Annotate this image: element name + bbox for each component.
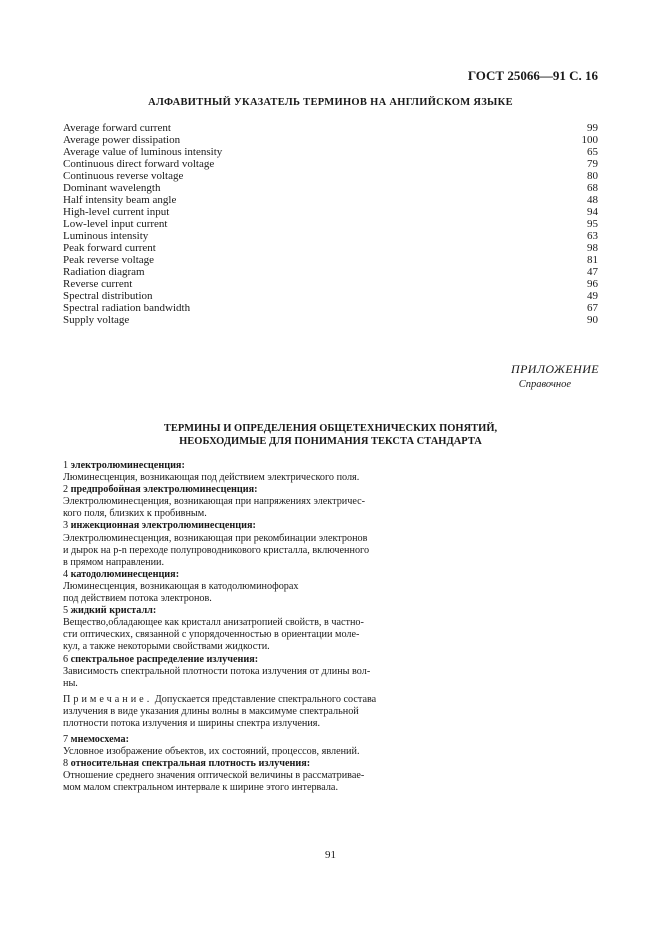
index-page: 49: [587, 290, 598, 302]
index-row: [63, 134, 598, 146]
index-term: High-level current input: [63, 206, 170, 218]
note-label: Примечание.: [63, 693, 153, 705]
index-page: 65: [587, 146, 598, 158]
index-term: Luminous intensity: [63, 230, 149, 242]
definition-text: Вещество,обладающее как кристалл анизатропией свойств, в частно-: [63, 617, 364, 629]
index-page: 81: [587, 254, 598, 266]
definition-text: ны.: [63, 677, 78, 689]
note-line: [63, 694, 408, 706]
note-text: плотности потока излучения и ширины спектра излучения.: [63, 717, 321, 729]
index-page: 47: [587, 266, 598, 278]
index-row: [63, 254, 598, 266]
definition-number: 1: [63, 460, 69, 471]
index-term: Spectral radiation bandwidth: [63, 302, 191, 314]
definition-text: в прямом направлении.: [63, 556, 165, 568]
english-terms-index: [63, 122, 598, 326]
definition-term: относительная спектральная плотность излучения:: [70, 758, 311, 770]
definition-term: предпробойная электролюминесценция:: [70, 484, 258, 496]
annex-label: ПРИЛОЖЕНИЕ: [511, 362, 599, 376]
index-row: [63, 194, 598, 206]
note-text: Допускается представление спектрального состава: [154, 693, 377, 705]
definition-term: электролюминесценция:: [70, 460, 185, 471]
page-number: 91: [325, 849, 336, 861]
annex-label-block: [511, 362, 599, 390]
definitions-title: [0, 422, 661, 448]
definition-text: кул, а также некоторыми свойствами жидкости.: [63, 641, 270, 653]
annex-status: Справочное: [518, 379, 571, 390]
definition-text: и дырок на p-n переходе полупроводникового кристалла, включенного: [63, 544, 370, 556]
index-row: [63, 122, 598, 134]
index-term: Continuous direct forward voltage: [63, 158, 215, 170]
definition-text: кого поля, близких к пробивным.: [63, 508, 207, 520]
definition-text: Отношение среднего значения оптической величины в рассматривае-: [63, 770, 365, 782]
definition-text: Электролюминесценция, возникающая при рекомбинации электронов: [63, 532, 368, 544]
index-row: [63, 290, 598, 302]
definition-text: Электролюминесценция, возникающая при напряжениях электричес-: [63, 496, 366, 508]
index-term: Radiation diagram: [63, 266, 145, 278]
definition-term: инжекционная электролюминесценция:: [70, 520, 256, 532]
index-page: 99: [587, 122, 598, 134]
definition-text: сти оптических, связанной с упорядоченностью в ориентации моле-: [63, 629, 360, 641]
definition-text: Зависимость спектральной плотности потока излучения от длины вол-: [63, 665, 371, 677]
definition-heading: [63, 758, 408, 770]
index-row: [63, 206, 598, 218]
index-page: 95: [587, 218, 598, 230]
definition-heading: [63, 605, 408, 617]
index-term: Half intensity beam angle: [63, 194, 177, 206]
index-page: 67: [587, 302, 598, 314]
index-term: Average power dissipation: [63, 134, 181, 146]
index-term: Average forward current: [63, 122, 171, 134]
index-term: Supply voltage: [63, 314, 130, 326]
index-row: [63, 266, 598, 278]
index-term: Average value of luminous intensity: [63, 146, 223, 158]
index-row: [63, 278, 598, 290]
index-row: [63, 146, 598, 158]
definition-number: 7: [63, 734, 69, 746]
index-row: [63, 158, 598, 170]
definition-number: 5: [63, 605, 69, 617]
definition-text: Условное изображение объектов, их состояний, процессов, явлений.: [63, 746, 360, 758]
standard-code: ГОСТ 25066—91 С. 16: [467, 68, 598, 83]
definition-heading: [63, 520, 408, 532]
index-row: [63, 218, 598, 230]
definition-number: 6: [63, 653, 69, 665]
index-term: Low-level input current: [63, 218, 168, 230]
index-page: 48: [587, 194, 598, 206]
definition-term: спектральное распределение излучения:: [70, 653, 259, 665]
index-page: 63: [587, 230, 598, 242]
definition-term: мнемосхема:: [70, 734, 129, 746]
index-term: Dominant wavelength: [63, 182, 161, 194]
definition-heading: [63, 460, 408, 472]
definition-term: жидкий кристалл:: [70, 605, 157, 617]
note-text: излучения в виде указания длины волны в максимуме спектральной: [63, 705, 359, 717]
index-row: [63, 170, 598, 182]
index-row: [63, 230, 598, 242]
index-term: Continuous reverse voltage: [63, 170, 184, 182]
index-term: Peak forward current: [63, 242, 156, 254]
definition-heading: [63, 734, 408, 746]
definition-text: Люминесценция, возникающая под действием электрического поля.: [63, 472, 360, 484]
definition-number: 4: [63, 568, 69, 580]
index-page: 94: [587, 206, 598, 218]
definition-text: Люминесценция, возникающая в катодолюминофорах: [63, 580, 299, 592]
index-row: [63, 182, 598, 194]
index-row: [63, 314, 598, 326]
index-term: Peak reverse voltage: [63, 254, 155, 266]
definition-number: 8: [63, 758, 69, 770]
index-term: Spectral distribution: [63, 290, 153, 302]
definition-text: мом малом спектральном интервале к ширине этого интервала.: [63, 782, 339, 794]
index-page: 80: [587, 170, 598, 182]
index-page: 100: [581, 134, 598, 146]
definitions-list: [63, 460, 408, 795]
definitions-title-line: НЕОБХОДИМЫЕ ДЛЯ ПОНИМАНИЯ ТЕКСТА СТАНДАРТА: [179, 436, 482, 447]
definition-number: 3: [63, 520, 69, 532]
index-row: [63, 242, 598, 254]
definition-number: 2: [63, 484, 69, 496]
definition-term: катодолюминесценция:: [70, 568, 180, 580]
index-page: 79: [587, 158, 598, 170]
index-page: 98: [587, 242, 598, 254]
definitions-title-line: ТЕРМИНЫ И ОПРЕДЕЛЕНИЯ ОБЩЕТЕХНИЧЕСКИХ ПОНЯТИЙ,: [163, 423, 498, 434]
index-page: 96: [587, 278, 598, 290]
index-row: [63, 302, 598, 314]
index-page: 68: [587, 182, 598, 194]
index-page: 90: [587, 314, 598, 326]
index-title: АЛФАВИТНЫЙ УКАЗАТЕЛЬ ТЕРМИНОВ НА АНГЛИЙСКОМ ЯЗЫКЕ: [148, 97, 513, 108]
definition-heading: [63, 484, 408, 496]
index-term: Reverse current: [63, 278, 133, 290]
definition-heading: [63, 569, 408, 581]
definition-heading: [63, 654, 408, 666]
definition-text: под действием потока электронов.: [63, 593, 212, 605]
